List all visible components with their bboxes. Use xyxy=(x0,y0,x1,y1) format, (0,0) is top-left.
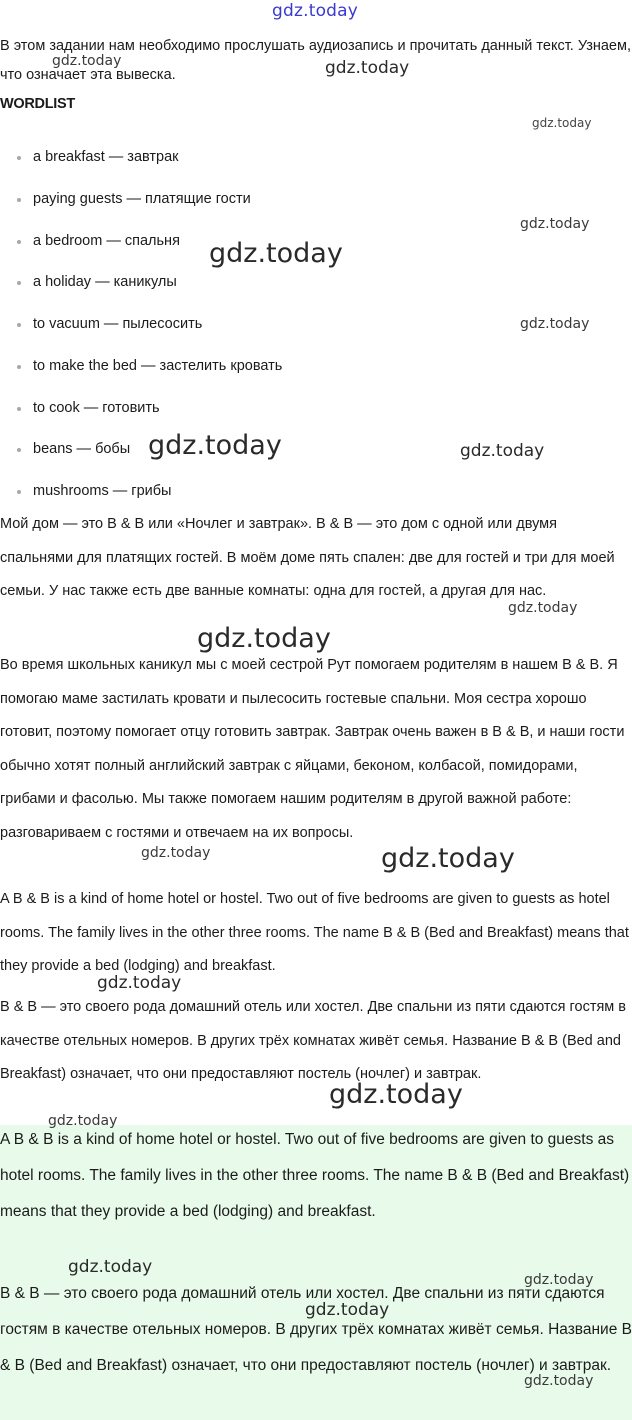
watermark: gdz.today xyxy=(524,1373,594,1389)
watermark: gdz.today xyxy=(520,316,590,332)
watermark: gdz.today xyxy=(197,623,331,654)
watermark: gdz.today xyxy=(141,845,211,861)
wordlist-item: paying guests — платящие гости xyxy=(0,179,282,221)
highlighted-answer-english: A B & B is a kind of home hotel or hostel. Two out of five bedrooms are given to guests as hotel rooms. The family lives in the other three rooms. The name B & B (Bed and Breakfast) means that they provide a bed (lodging) and breakfast. xyxy=(0,1131,630,1221)
wordlist-item: a bedroom — спальня xyxy=(0,221,282,263)
watermark: gdz.today xyxy=(148,430,282,461)
watermark: gdz.today xyxy=(48,1113,118,1129)
intro-text: В этом задании нам необходимо прослушать аудиозапись и прочитать данный текст. Узнаем, что означает эта вывеска. xyxy=(0,38,631,83)
watermark: gdz.today xyxy=(460,441,545,461)
site-logo[interactable]: gdz.today xyxy=(272,1,359,21)
answer-russian: B & B — это своего рода домашний отель или хостел. Две спальни из пяти сдаются гостям в качестве отельных номеров. В других трёх комнатах живёт семья. Название B & B (Bed and Breakfast) означает, что они предоставляют постель (ночлег) и завтрак. xyxy=(0,999,627,1083)
wordlist-item: beans — бобы xyxy=(0,429,282,471)
translation-paragraph-1: Мой дом — это B & B или «Ночлег и завтрак». B & B — это дом с одной или двумя спальнями для платящих гостей. В моём доме пять спален: две для гостей и три для моей семьи. У нас также есть две ванные комнаты: одна для гостей, а другая для нас. xyxy=(0,516,615,600)
watermark: gdz.today xyxy=(209,238,343,269)
watermark: gdz.today xyxy=(508,600,578,616)
watermark: gdz.today xyxy=(52,53,122,69)
answer-english: A B & B is a kind of home hotel or hostel. Two out of five bedrooms are given to guests as hotel rooms. The family lives in the other three rooms. The name B & B (Bed and Breakfast) means that they provide a bed (lodging) and breakfast. xyxy=(0,891,629,975)
watermark: gdz.today xyxy=(381,843,515,874)
watermark: gdz.today xyxy=(97,973,182,993)
wordlist-item: to vacuum — пылесосить xyxy=(0,304,282,346)
highlighted-answer-russian: B & B — это своего рода домашний отель или хостел. Две спальни из пяти сдаются гостям в качестве отельных номеров. В других трёх комнатах живёт семья. Название B & B (Bed and Breakfast) означает, что они предоставляют постель (ночлег) и завтрак. xyxy=(0,1285,632,1375)
watermark: gdz.today xyxy=(325,58,410,78)
wordlist-item: mushrooms — грибы xyxy=(0,471,282,513)
watermark: gdz.today xyxy=(68,1257,153,1277)
translation-paragraph-2: Во время школьных каникул мы с моей сестрой Рут помогаем родителям в нашем B & B. Я помогаю маме застилать кровати и пылесосить гостевые спальни. Моя сестра хорошо готовит, поэтому помогает отцу готовить завтрак. Завтрак очень важен в B & B, и наши гости обычно хотят полный английский завтрак с яйцами, беконом, колбасой, помидорами, грибами и фасолью. Мы также помогаем нашим родителям в другой важной работе: разговариваем с гостями и отвечаем на их вопросы. xyxy=(0,657,625,841)
watermark: gdz.today xyxy=(305,1300,390,1320)
watermark: gdz.today xyxy=(329,1079,463,1110)
wordlist-item: a holiday — каникулы xyxy=(0,262,282,304)
wordlist-item: a breakfast — завтрак xyxy=(0,137,282,179)
wordlist-heading: WORDLIST xyxy=(0,96,75,112)
watermark: gdz.today xyxy=(532,116,592,130)
wordlist-item: to make the bed — застелить кровать xyxy=(0,346,282,388)
watermark: gdz.today xyxy=(520,216,590,232)
watermark: gdz.today xyxy=(524,1272,594,1288)
wordlist-item: to cook — готовить xyxy=(0,388,282,430)
